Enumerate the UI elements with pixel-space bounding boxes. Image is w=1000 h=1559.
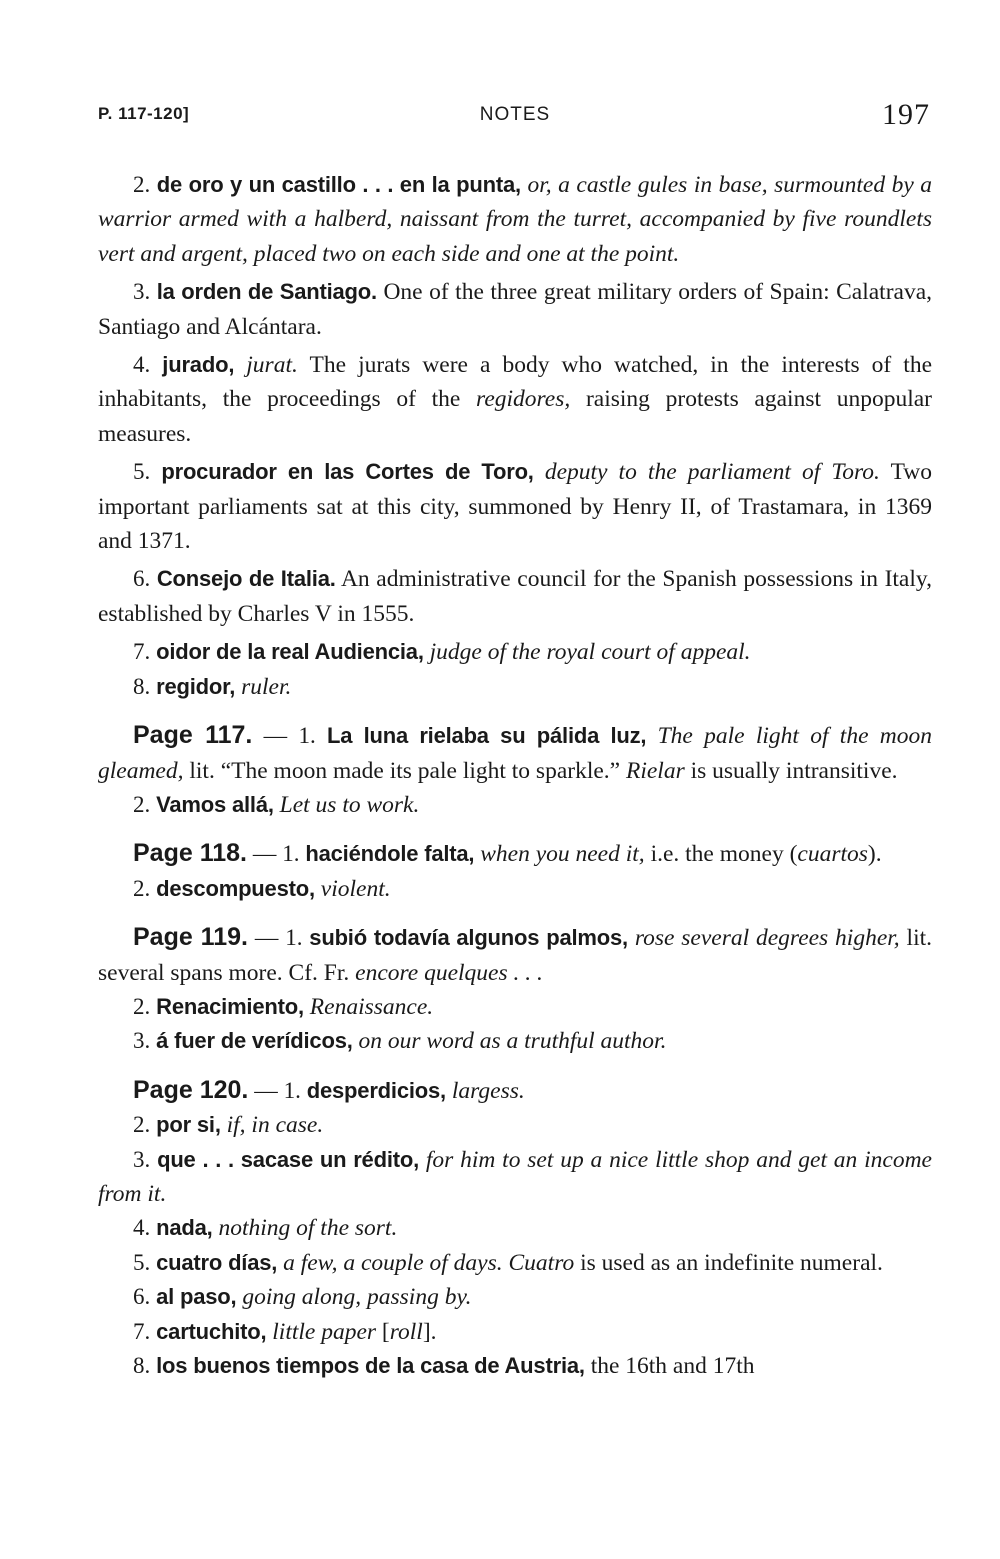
headword: los buenos tiempos de la casa de Austria, xyxy=(156,1353,585,1378)
dash: — xyxy=(252,841,277,868)
translation: encore quelques . . . xyxy=(355,959,543,986)
headword: regidor, xyxy=(156,673,236,699)
note-text: Two important parliaments sat at this city, summoned by Henry II, of Trastamara, in 1369 and 1371. xyxy=(98,459,932,555)
translation: largess. xyxy=(451,1077,525,1104)
page-heading: Page 118. xyxy=(133,839,247,868)
translation: cuartos xyxy=(797,841,868,868)
translation: Cuatro xyxy=(508,1249,575,1276)
page-heading: Page 117. xyxy=(133,721,253,750)
page-120-note-4 xyxy=(98,1211,932,1245)
translation: Let us to work. xyxy=(279,791,420,818)
note-number: 2. xyxy=(133,172,151,197)
translation: rose several degrees higher, xyxy=(634,925,900,952)
note-number: 7. xyxy=(133,1318,151,1344)
note-number: 2. xyxy=(133,791,151,817)
translation: jurat. xyxy=(246,352,298,379)
note-number: 3. xyxy=(133,1146,151,1172)
headword: desperdicios, xyxy=(306,1077,446,1103)
note-number: 1. xyxy=(283,1077,301,1103)
headword: Renacimiento, xyxy=(156,993,304,1019)
page-120-note-1 xyxy=(98,1073,932,1108)
translation: The pale light of the moon gleamed, xyxy=(98,723,932,784)
note-text: is usually intransitive. xyxy=(690,757,898,784)
note-number: 8. xyxy=(133,673,151,699)
note-3 xyxy=(98,275,932,344)
note-number: 3. xyxy=(133,279,151,305)
translation: when you need it, xyxy=(480,841,645,868)
note-number: 7. xyxy=(133,639,151,665)
translation: deputy to the parliament of Toro. xyxy=(544,459,880,486)
page-heading: Page 119. xyxy=(133,923,248,952)
page-120-note-7 xyxy=(98,1315,932,1349)
headword: cuatro días, xyxy=(156,1249,278,1275)
headword: Vamos allá, xyxy=(156,791,274,817)
page-118-note-2 xyxy=(98,872,932,906)
page-117-note-2 xyxy=(98,788,932,822)
note-number: 2. xyxy=(133,875,151,901)
note-number: 2. xyxy=(133,993,151,1019)
page-119-note-2 xyxy=(98,990,932,1024)
headword: Consejo de Italia. xyxy=(156,566,336,592)
page xyxy=(98,98,932,1383)
translation: going along, passing by. xyxy=(242,1284,472,1311)
translation: Rielar xyxy=(625,757,685,784)
page-117-note-1 xyxy=(98,718,932,788)
dash: — xyxy=(254,1077,278,1104)
note-text: is used as an indefinite numeral. xyxy=(580,1249,883,1276)
dash: — xyxy=(254,925,279,952)
note-6 xyxy=(98,562,932,631)
note-number: 8. xyxy=(133,1353,151,1378)
section-title: NOTES xyxy=(479,104,551,125)
page-number: 197 xyxy=(882,98,930,131)
page-120-note-5 xyxy=(98,1246,932,1280)
headword: la orden de Santiago. xyxy=(156,279,377,305)
running-head xyxy=(98,98,932,138)
bracket: ]. xyxy=(422,1318,437,1345)
note-text: lit. several spans more. Cf. Fr. xyxy=(98,925,933,986)
note-number: 4. xyxy=(133,352,151,378)
page-120-note-6 xyxy=(98,1280,932,1314)
note-text: An administrative council for the Spanish possessions in Italy, established by Charles V in 1555. xyxy=(98,566,932,627)
note-number: 3. xyxy=(133,1028,151,1054)
translation: little paper xyxy=(272,1318,377,1345)
headword: La luna rielaba su pálida luz, xyxy=(326,723,647,749)
note-text: i.e. the money ( xyxy=(650,841,798,868)
note-number: 1. xyxy=(282,841,300,867)
note-4 xyxy=(98,348,932,451)
headword: subió todavía algunos palmos, xyxy=(309,925,628,951)
translation: violent. xyxy=(320,875,391,902)
translation: a few, a couple of days. xyxy=(283,1249,503,1276)
headword: cartuchito, xyxy=(156,1318,267,1344)
headword: oidor de la real Audiencia, xyxy=(156,639,424,665)
page-120-note-8 xyxy=(98,1349,932,1383)
translation: on our word as a truthful author. xyxy=(358,1028,667,1055)
headword: jurado, xyxy=(162,352,235,378)
translation: ruler. xyxy=(241,673,292,700)
note-text: lit. “The moon made its pale light to sparkle.” xyxy=(189,757,621,784)
dash: — xyxy=(263,723,288,750)
headword: á fuer de verídicos, xyxy=(156,1028,353,1054)
headword: haciéndole falta, xyxy=(305,841,475,867)
translation: if, in case. xyxy=(226,1112,324,1139)
note-number: 5. xyxy=(133,459,151,485)
page-120-note-3 xyxy=(98,1143,932,1212)
note-number: 4. xyxy=(133,1215,151,1241)
note-number: 1. xyxy=(285,925,303,951)
note-text: One of the three great military orders of Spain: Calatrava, Santiago and Alcántara. xyxy=(98,279,933,340)
page-118-note-1 xyxy=(98,836,932,871)
headword: de oro y un castillo . . . en la punta, xyxy=(156,172,521,197)
note-number: 5. xyxy=(133,1249,151,1275)
note-text: The jurats were a body who watched, in the interests of the inhabitants, the proceedings of the xyxy=(98,352,933,413)
note-text: the 16th and 17th xyxy=(590,1353,755,1379)
note-text: ). xyxy=(867,841,882,868)
note-8 xyxy=(98,670,932,704)
note-number: 1. xyxy=(298,723,316,749)
note-text: raising protests against unpopular measures. xyxy=(98,386,932,447)
headword: descompuesto, xyxy=(156,875,315,901)
page-119-note-3 xyxy=(98,1024,932,1058)
headword: al paso, xyxy=(156,1284,237,1310)
note-number: 6. xyxy=(133,1284,151,1310)
translation: or, a castle gules in base, surmounted by a warrior armed with a halberd, naissant from the turret, accompanied by five roundlets vert and argent, placed two on each side and one at the point. xyxy=(98,172,933,267)
translation: roll xyxy=(389,1318,423,1345)
headword: procurador en las Cortes de Toro, xyxy=(161,459,534,485)
translation: regidores, xyxy=(476,386,571,413)
page-119-note-1 xyxy=(98,920,932,990)
note-2 xyxy=(98,168,932,271)
page-range-header: P. 117-120] xyxy=(98,104,190,123)
notes-body xyxy=(98,168,932,1383)
note-number: 2. xyxy=(133,1112,151,1138)
page-120-note-2 xyxy=(98,1108,932,1142)
translation: Renaissance. xyxy=(309,993,434,1020)
headword: nada, xyxy=(156,1215,213,1241)
headword: por si, xyxy=(156,1112,221,1138)
translation: nothing of the sort. xyxy=(218,1215,398,1242)
bracket: [ xyxy=(381,1318,390,1345)
headword: que . . . sacase un rédito, xyxy=(157,1146,420,1172)
page-heading: Page 120. xyxy=(133,1075,249,1104)
translation: judge of the royal court of appeal. xyxy=(429,639,751,666)
note-7 xyxy=(98,635,932,669)
note-5 xyxy=(98,455,932,558)
translation: for him to set up a nice little shop and get an income from it. xyxy=(98,1146,932,1207)
note-number: 6. xyxy=(133,566,151,592)
